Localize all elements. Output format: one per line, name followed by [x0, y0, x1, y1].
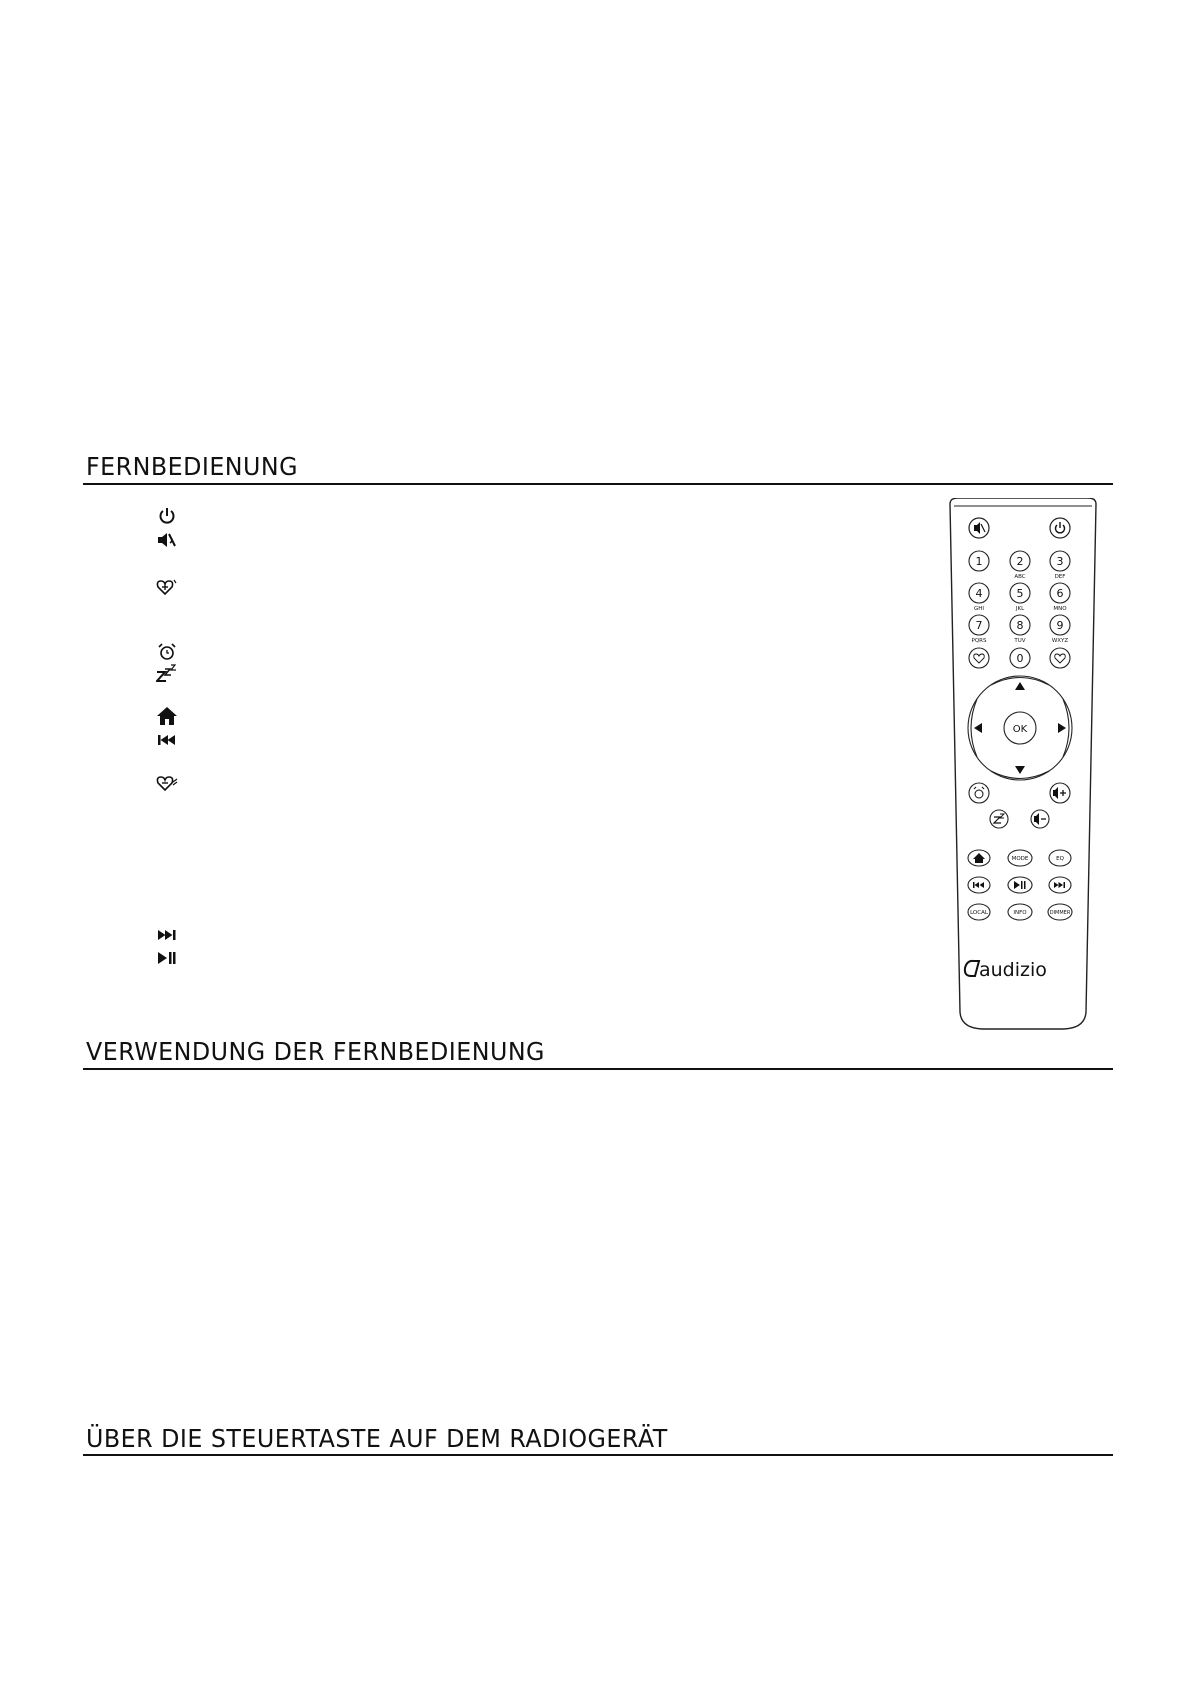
remote-digit-2: 2	[1016, 555, 1024, 568]
section-rule-remote	[83, 483, 1113, 485]
favorite-recall-icon	[156, 773, 178, 793]
remote-dimmer-label: DIMMER	[1049, 910, 1071, 916]
remote-digit-6: 6	[1056, 587, 1064, 600]
remote-letters-3: DEF	[1054, 574, 1066, 580]
sleep-icon	[156, 664, 178, 684]
home-icon	[156, 706, 178, 726]
remote-letters-5: JKL	[1015, 606, 1025, 612]
next-icon	[156, 925, 178, 945]
section-title-remote: FERNBEDIENUNG	[86, 452, 299, 481]
remote-letters-9: WXYZ	[1051, 638, 1069, 644]
remote-eq-label: EQ	[1056, 856, 1064, 862]
remote-digit-7: 7	[975, 619, 983, 632]
remote-digit-1: 1	[975, 555, 983, 568]
remote-local-label: LOCAL	[970, 910, 988, 916]
remote-digit-5: 5	[1016, 587, 1024, 600]
brand-name: audizio	[979, 959, 1047, 981]
power-icon	[156, 506, 178, 526]
mute-icon	[156, 530, 178, 550]
section-rule-control	[83, 1454, 1113, 1456]
alarm-icon	[156, 642, 178, 662]
remote-letters-7: PQRS	[971, 638, 987, 644]
remote-digit-9: 9	[1056, 619, 1064, 632]
remote-digit-8: 8	[1016, 619, 1024, 632]
remote-digit-4: 4	[975, 587, 983, 600]
favorite-add-icon	[156, 577, 178, 597]
remote-info-label: INFO	[1013, 910, 1027, 916]
remote-digit-3: 3	[1056, 555, 1064, 568]
remote-letters-4: GHI	[973, 606, 985, 612]
section-rule-usage	[83, 1068, 1113, 1070]
remote-control-illustration	[944, 498, 1102, 1034]
remote-letters-2: ABC	[1014, 574, 1026, 580]
remote-digit-0: 0	[1016, 652, 1024, 665]
section-title-usage: VERWENDUNG DER FERNBEDIENUNG	[86, 1037, 545, 1066]
play-pause-icon	[156, 948, 178, 968]
remote-mode-label: MODE	[1011, 856, 1029, 862]
section-title-control: ÜBER DIE STEUERTASTE AUF DEM RADIOGERÄT	[86, 1424, 668, 1453]
remote-ok-label: OK	[1012, 724, 1028, 735]
remote-letters-8: TUV	[1014, 638, 1026, 644]
remote-letters-6: MNO	[1053, 606, 1067, 612]
previous-icon	[156, 730, 178, 750]
